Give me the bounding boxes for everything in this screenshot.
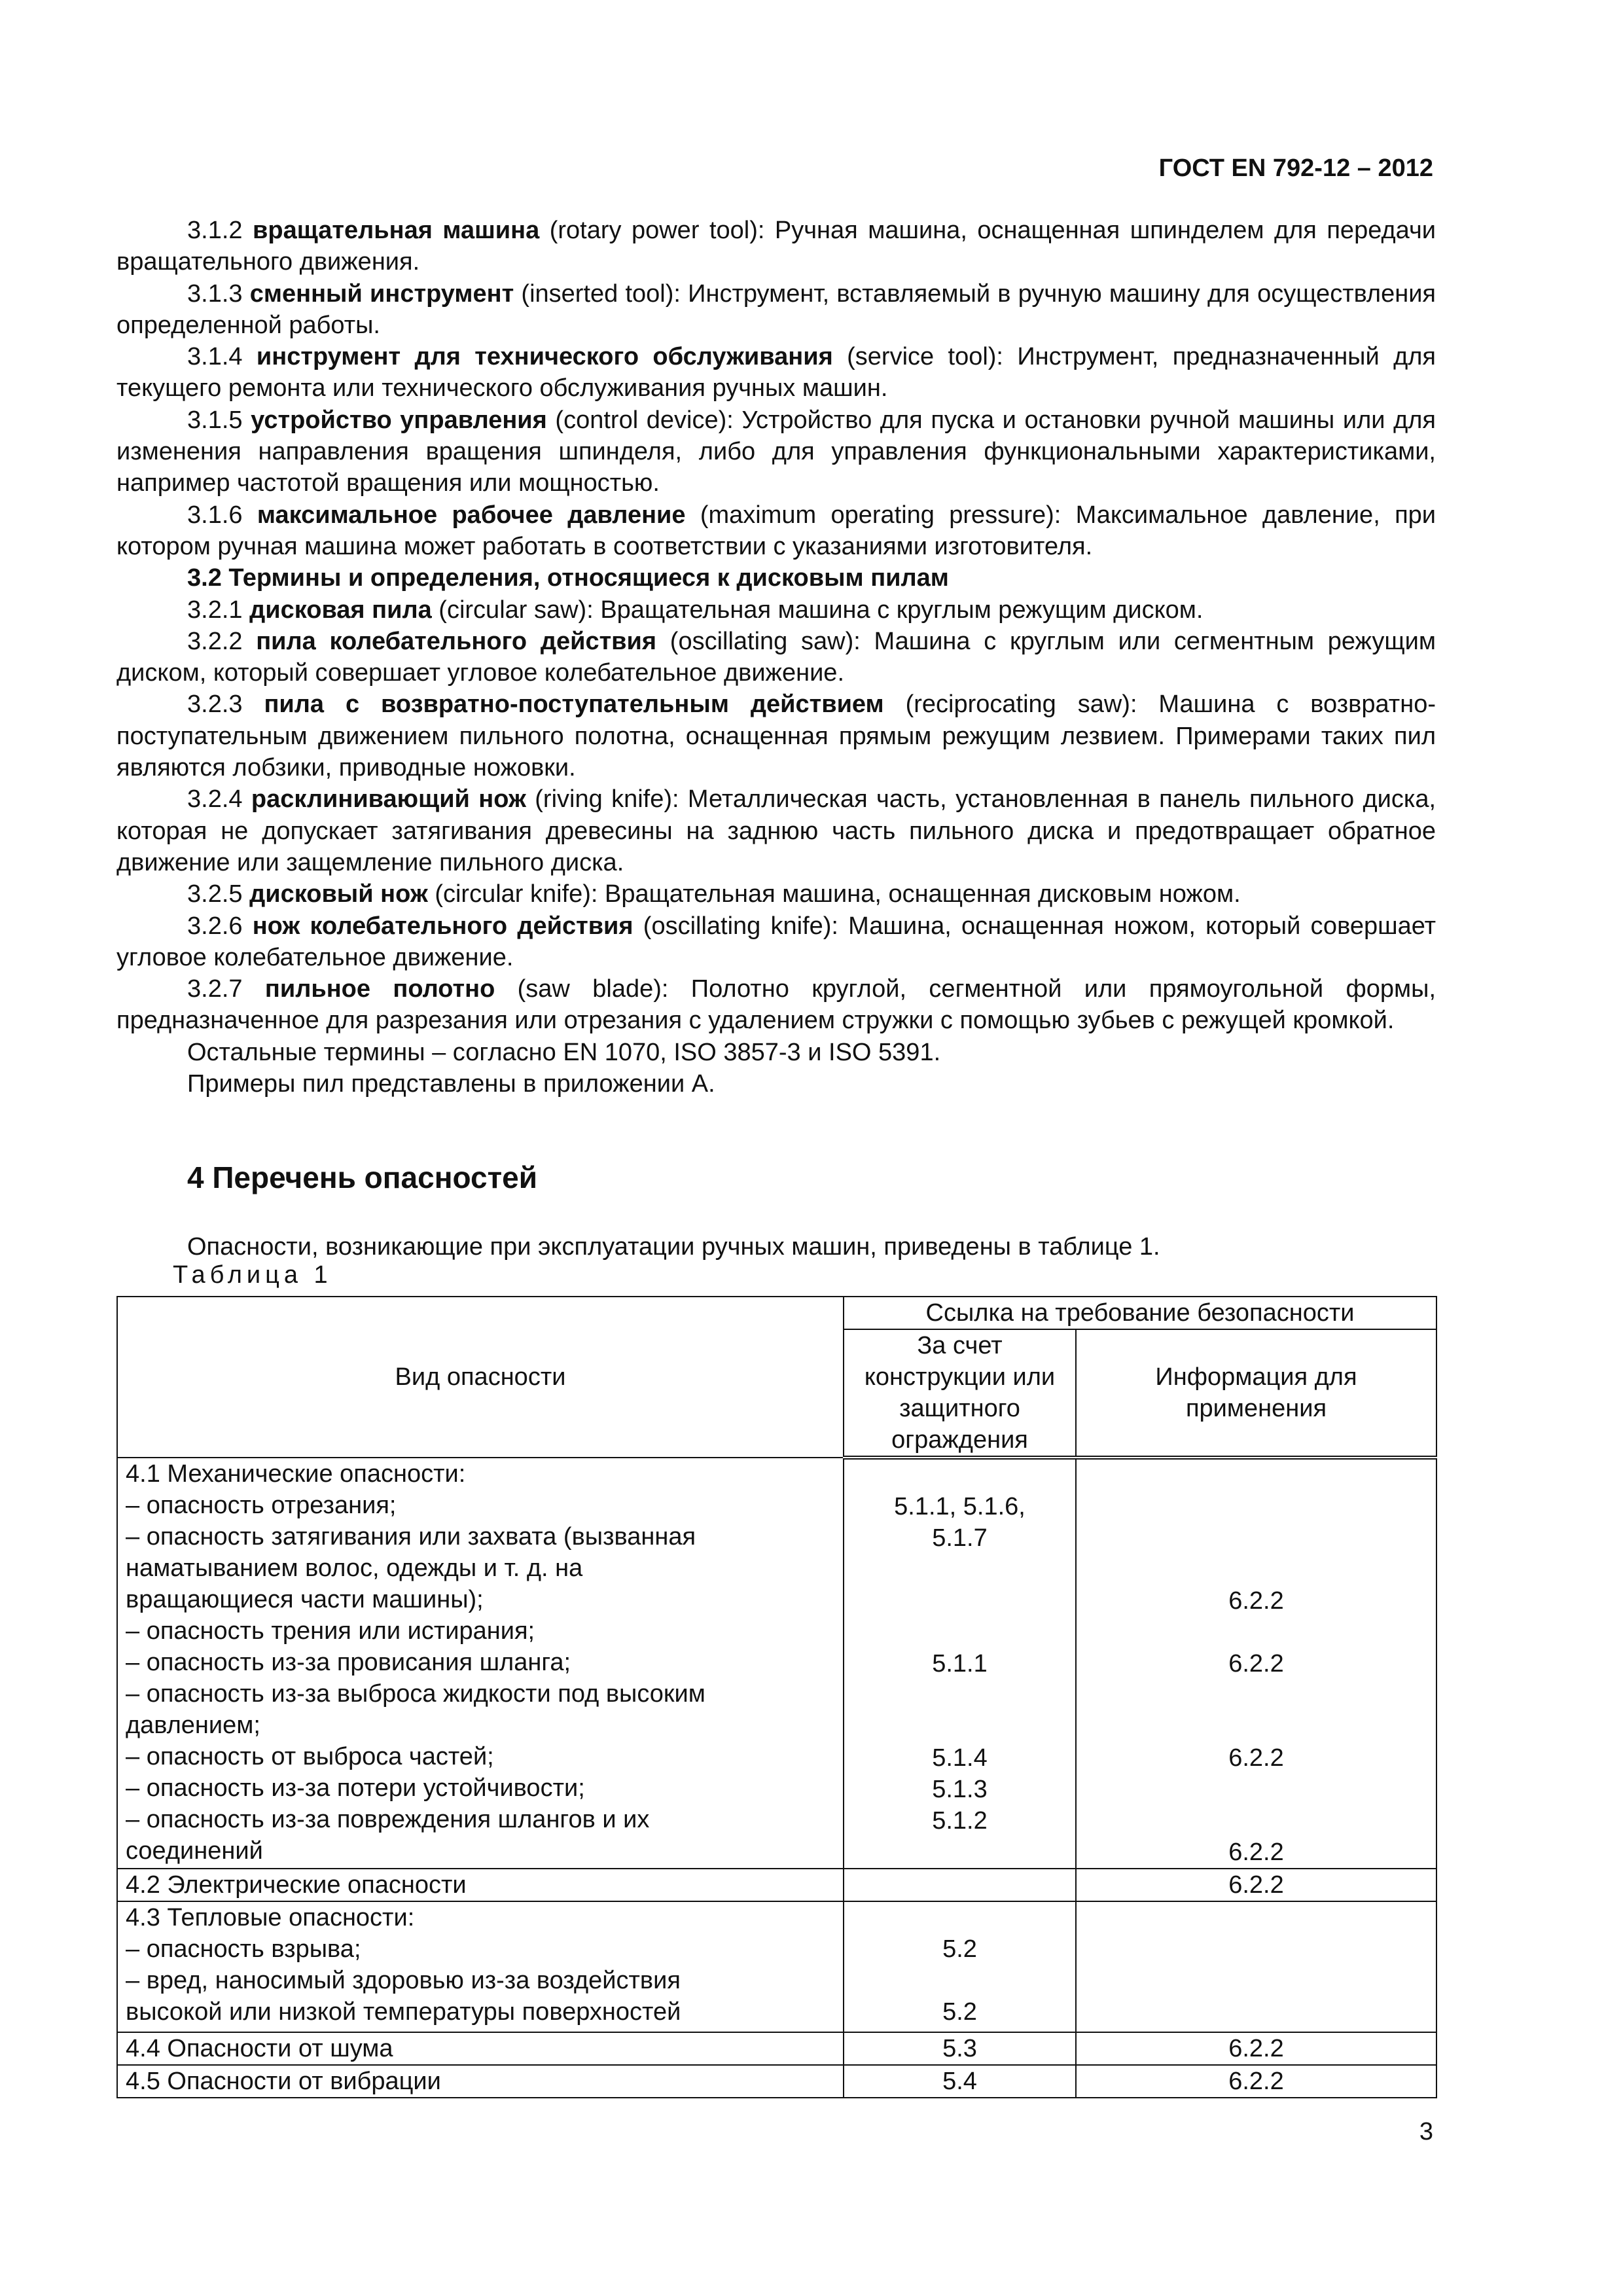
hazard-line: – опасность трения или истирания; <box>126 1617 535 1645</box>
hazard-line: 4.3 Тепловые опасности: <box>126 1904 415 1931</box>
design-cell <box>844 1458 1076 1869</box>
info-ref: 6.2.2 <box>1228 1744 1284 1772</box>
hazard-line: вращающиеся части машины); <box>126 1586 484 1613</box>
table-row-vibration <box>117 2065 1436 2098</box>
design-cell <box>844 1901 1076 2032</box>
hazard-cell: 4.2 Электрические опасности <box>117 1869 844 1901</box>
hazard-cell <box>117 1458 844 1869</box>
hazard-line: – опасность из-за провисания шланга; <box>126 1649 571 1676</box>
hazard-line: – опасность от выброса частей; <box>126 1743 494 1770</box>
table-caption: Таблица 1 <box>173 1261 332 1289</box>
design-ref: 5.1.1 <box>932 1650 988 1677</box>
table-row-electrical <box>117 1869 1436 1901</box>
header-design: За счет конструкции или защитного ограждения <box>844 1329 1076 1458</box>
design-ref: 5.1.4 <box>932 1744 988 1772</box>
term: устройство управления <box>251 406 547 434</box>
definition-3-2-1: 3.2.1 дисковая пила (circular saw): Вращательная машина с круглым режущим диском. <box>187 596 1204 624</box>
term: нож колебательного действия <box>252 912 633 940</box>
term: дисковый нож <box>249 880 428 908</box>
design-ref: 5.1.2 <box>932 1807 988 1835</box>
definition-3-2-5: 3.2.5 дисковый нож (circular knife): Вращательная машина, оснащенная дисковым ножом. <box>187 880 1241 908</box>
table-row-thermal <box>117 1901 1436 2032</box>
document-header: ГОСТ EN 792-12 – 2012 <box>1158 154 1433 182</box>
hazard-line: наматыванием волос, одежды и т. д. на <box>126 1554 583 1582</box>
info-ref: 6.2.2 <box>1228 1587 1284 1615</box>
term: пильное полотно <box>264 975 495 1003</box>
hazard-cell: 4.5 Опасности от вибрации <box>117 2065 844 2098</box>
page-number: 3 <box>1419 2118 1433 2145</box>
definition-3-2-4: 3.2.4 расклинивающий нож (riving knife): Металлическая часть, установленная в панель пильного диска, которая не допускает затягивания древесины на заднюю часть пильного диска и предотвращает обратное движение или защемление пильного диска. <box>116 785 1436 876</box>
subsection-heading: 3.2 Термины и определения, относящиеся к дисковым пилам <box>187 564 949 592</box>
term: пила колебательного действия <box>256 627 657 655</box>
definition-3-1-2: 3.1.2 вращательная машина (rotary power tool): Ручная машина, оснащенная шпинделем для передачи вращательного движения. <box>116 217 1436 276</box>
header-usage-info: Информация для применения <box>1076 1329 1436 1458</box>
definition-3-1-3: 3.1.3 сменный инструмент (inserted tool): Инструмент, вставляемый в ручную машину для осуществления определенной работы. <box>116 279 1436 339</box>
definition-3-2-2: 3.2.2 пила колебательного действия (oscillating saw): Машина с круглым или сегментным режущим диском, который совершает угловое колебательное движение. <box>116 627 1436 687</box>
term: расклинивающий нож <box>251 785 526 814</box>
info-cell: 6.2.2 <box>1076 1869 1436 1901</box>
table-row-mechanical <box>117 1458 1436 1869</box>
table-row-noise <box>117 2032 1436 2065</box>
term: максимальное рабочее давление <box>257 501 686 529</box>
design-cell: 5.4 <box>844 2065 1076 2098</box>
header-hazard-type: Вид опасности <box>117 1297 844 1458</box>
info-cell: 6.2.2 <box>1076 2065 1436 2098</box>
definition-3-1-4: 3.1.4 инструмент для технического обслуживания (service tool): Инструмент, предназначенный для текущего ремонта или технического обслуживания ручных машин. <box>116 343 1436 403</box>
hazard-cell: 4.4 Опасности от шума <box>117 2032 844 2065</box>
hazard-line: соединений <box>126 1837 263 1865</box>
design-ref: 5.1.7 <box>932 1524 988 1552</box>
hazard-line: – вред, наносимый здоровью из-за воздействия <box>126 1967 681 1994</box>
header-safety-reference: Ссылка на требование безопасности <box>844 1297 1436 1329</box>
design-ref: 5.2 <box>942 1998 977 2026</box>
hazard-line: давлением; <box>126 1712 260 1739</box>
definition-3-2-6: 3.2.6 нож колебательного действия (oscillating knife): Машина, оснащенная ножом, который совершает угловое колебательное движение. <box>116 912 1436 971</box>
term: дисковая пила <box>249 596 432 624</box>
section-intro: Опасности, возникающие при эксплуатации ручных машин, приведены в таблице 1. <box>187 1233 1160 1261</box>
hazards-table <box>116 1296 1437 2098</box>
other-terms-note: Остальные термины – согласно EN 1070, ISO 3857-3 и ISO 5391. <box>187 1038 941 1066</box>
info-cell: 6.2.2 <box>1076 2032 1436 2065</box>
hazard-line: – опасность из-за повреждения шлангов и их <box>126 1806 650 1833</box>
hazard-cell <box>117 1901 844 2032</box>
term: вращательная машина <box>253 217 540 244</box>
definition-3-2-7: 3.2.7 пильное полотно (saw blade): Полотно круглой, сегментной или прямоугольной формы, предназначенное для разрезания или отрезания с удалением стружки с помощью зубьев с режущей кромкой. <box>116 975 1436 1035</box>
definition-3-2-3: 3.2.3 пила с возвратно-поступательным действием (reciprocating saw): Машина с возвратно-поступательным движением пильного полотна, оснащенная прямым режущим лезвием. Примерами таких пил являются лобзики, приводные ножовки. <box>116 691 1436 782</box>
hazard-line: – опасность отрезания; <box>126 1492 397 1519</box>
design-ref: 5.2 <box>942 1935 977 1963</box>
term: пила с возвратно-поступательным действием <box>264 691 884 719</box>
section-title: 4 Перечень опасностей <box>187 1160 537 1194</box>
design-cell <box>844 1869 1076 1901</box>
info-ref: 6.2.2 <box>1228 1650 1284 1677</box>
body-text <box>116 215 1436 1100</box>
hazard-line: – опасность из-за потери устойчивости; <box>126 1774 585 1802</box>
info-ref: 6.2.2 <box>1228 1839 1284 1866</box>
definition-3-1-5: 3.1.5 устройство управления (control device): Устройство для пуска и остановки ручной машины или для изменения направления вращения шпинделя, либо для управления функциональными характеристиками, например частотой вращения или мощностью. <box>116 406 1436 497</box>
info-cell <box>1076 1901 1436 2032</box>
hazard-line: 4.1 Механические опасности: <box>126 1460 466 1488</box>
term: сменный инструмент <box>249 279 514 308</box>
info-cell <box>1076 1458 1436 1869</box>
definition-3-1-6: 3.1.6 максимальное рабочее давление (maximum operating pressure): Максимальное давление, при котором ручная машина может работать в соответствии с указаниями изготовителя. <box>116 501 1436 560</box>
design-ref: 5.1.1, 5.1.6, <box>894 1493 1026 1520</box>
hazard-line: – опасность из-за выброса жидкости под высоким <box>126 1680 705 1708</box>
design-cell: 5.3 <box>844 2032 1076 2065</box>
hazard-line: – опасность затягивания или захвата (вызванная <box>126 1523 696 1551</box>
hazard-line: высокой или низкой температуры поверхностей <box>126 1998 681 2026</box>
term: инструмент для технического обслуживания <box>256 343 833 371</box>
design-ref: 5.1.3 <box>932 1776 988 1803</box>
examples-note: Примеры пил представлены в приложении А. <box>187 1070 715 1098</box>
hazard-line: – опасность взрыва; <box>126 1935 361 1963</box>
